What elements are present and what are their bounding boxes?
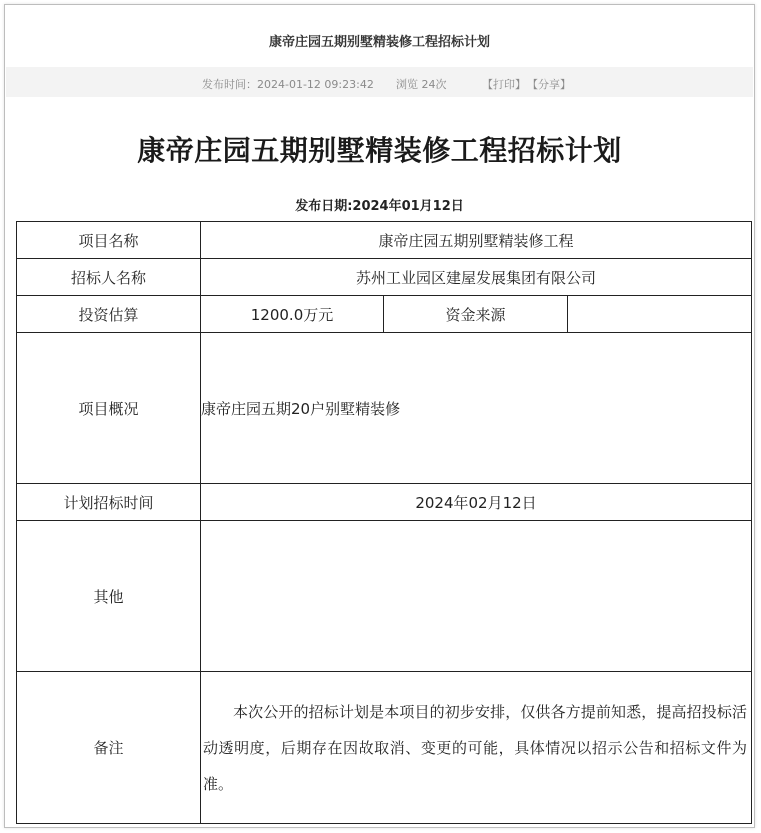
- document-frame: [4, 4, 755, 828]
- table-row: [17, 672, 752, 824]
- publish-time: 发布时间：2024-01-12 09:23:42: [202, 78, 374, 91]
- summary-value: 康帝庄园五期20户别墅精装修: [201, 333, 752, 484]
- publish-date-label: 发布日期:: [295, 199, 353, 214]
- table-row: [17, 259, 752, 296]
- tenderer-value: 苏州工业园区建屋发展集团有限公司: [201, 259, 752, 296]
- funding-value: [568, 296, 752, 333]
- view-count: 浏览 24次: [396, 78, 447, 91]
- planned-time-label: 计划招标时间: [17, 484, 201, 521]
- table-row: [17, 222, 752, 259]
- summary-label: 项目概况: [17, 333, 201, 484]
- planned-time-value: 2024年02月12日: [201, 484, 752, 521]
- document-title: 康帝庄园五期别墅精装修工程招标计划: [137, 134, 622, 167]
- page-top-title: 康帝庄园五期别墅精装修工程招标计划: [268, 35, 490, 50]
- investment-label: 投资估算: [17, 296, 201, 333]
- other-value: [201, 521, 752, 672]
- table-row: [17, 484, 752, 521]
- other-label: 其他: [17, 521, 201, 672]
- project-name-label: 项目名称: [17, 222, 201, 259]
- table-row: [17, 333, 752, 484]
- tenderer-label: 招标人名称: [17, 259, 201, 296]
- table-row: [17, 521, 752, 672]
- print-link[interactable]: 【打印】: [482, 78, 526, 91]
- tender-plan-table: [16, 221, 752, 824]
- project-name-value: 康帝庄园五期别墅精装修工程: [201, 222, 752, 259]
- remark-value: 本次公开的招标计划是本项目的初步安排，仅供各方提前知悉，提高招投标活动透明度，后期存在因故取消、变更的可能，具体情况以招示公告和招标文件为准。: [203, 702, 748, 793]
- table-row: [17, 296, 752, 333]
- investment-value: 1200.0万元: [201, 296, 384, 333]
- remark-label: 备注: [17, 672, 201, 824]
- share-link[interactable]: 【分享】: [527, 78, 571, 91]
- remark-cell: [201, 672, 752, 824]
- funding-label: 资金来源: [384, 296, 568, 333]
- info-bar: [6, 67, 753, 97]
- publish-date-value: 2024年01月12日: [352, 199, 464, 214]
- publish-date: [5, 195, 754, 214]
